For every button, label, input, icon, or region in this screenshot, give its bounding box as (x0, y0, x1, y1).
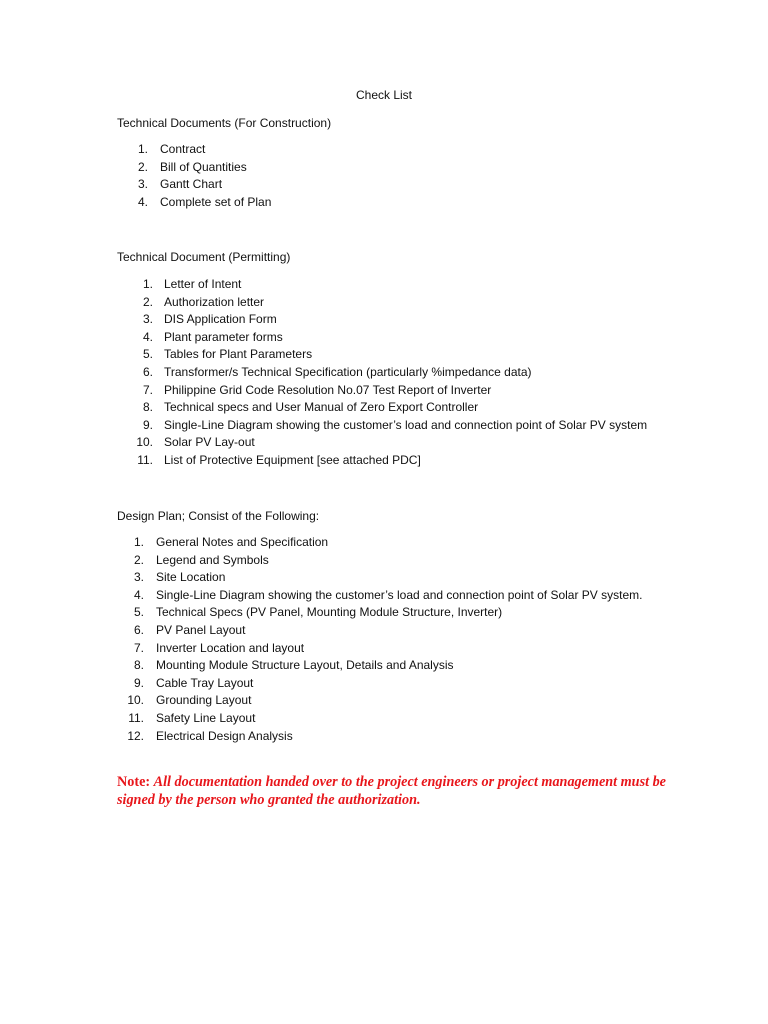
list-item-text: Tables for Plant Parameters (164, 347, 313, 362)
list-item (117, 657, 454, 675)
list-item (117, 552, 269, 570)
list-item-number: 8. (133, 658, 144, 673)
list-item-text: Inverter Location and layout (156, 640, 305, 655)
list-item (117, 159, 247, 177)
permitting-documents-list (117, 276, 648, 470)
list-item-text: Letter of Intent (164, 277, 242, 291)
list-item-number: 1. (137, 142, 148, 156)
list-item-number: 5. (133, 605, 144, 620)
list-item-number: 12. (127, 728, 144, 743)
list-item-text: Philippine Grid Code Resolution No.07 Test Report of Inverter (164, 382, 492, 397)
list-item (117, 346, 313, 364)
list-item-number: 1. (133, 535, 144, 549)
list-item (117, 604, 503, 622)
list-item (117, 141, 206, 159)
list-item (117, 311, 277, 329)
list-item-text: List of Protective Equipment [see attached PDC] (164, 452, 421, 467)
list-item (117, 640, 305, 658)
list-item-number: 1. (142, 277, 153, 291)
page-title: Check List (355, 88, 413, 102)
list-item-number: 9. (133, 675, 144, 690)
list-item-number: 8. (142, 400, 153, 415)
list-item-number: 4. (133, 587, 144, 602)
list-item-text: Technical specs and User Manual of Zero Export Controller (164, 400, 479, 415)
list-item-text: Contract (160, 142, 206, 156)
list-item-text: Single-Line Diagram showing the customer’s load and connection point of Solar PV system (164, 417, 648, 432)
list-item (117, 329, 283, 347)
list-item-text: Authorization letter (164, 294, 265, 309)
list-item (117, 710, 256, 728)
list-item-text: Mounting Module Structure Layout, Details and Analysis (156, 658, 454, 673)
note-label: Note: (117, 774, 151, 790)
list-item-number: 2. (133, 552, 144, 567)
list-item-text: Cable Tray Layout (156, 675, 254, 690)
list-item-number: 11. (137, 452, 153, 467)
list-item-number: 5. (142, 347, 153, 362)
list-item-number: 7. (133, 640, 144, 655)
list-item (117, 382, 492, 400)
list-item-text: Technical Specs (PV Panel, Mounting Module Structure, Inverter) (156, 605, 503, 620)
list-item-text: General Notes and Specification (156, 535, 329, 549)
list-item-text: DIS Application Form (164, 312, 277, 327)
list-item-text: Safety Line Layout (156, 710, 256, 725)
list-item (117, 622, 246, 640)
list-item-number: 9. (142, 417, 153, 432)
list-item (117, 692, 252, 710)
list-item-text: Complete set of Plan (160, 194, 272, 209)
construction-documents-list (117, 141, 272, 211)
list-item-number: 3. (142, 312, 153, 327)
list-item (117, 417, 648, 435)
design-plan-list (117, 534, 643, 745)
list-item-text: Electrical Design Analysis (156, 728, 293, 743)
list-item-text: Gantt Chart (160, 177, 223, 192)
list-item-number: 2. (137, 159, 148, 174)
list-item (117, 587, 643, 605)
list-item (117, 675, 254, 693)
list-item-number: 3. (133, 570, 144, 585)
list-item (117, 176, 223, 194)
list-item-number: 10. (127, 693, 144, 708)
list-item-text: Site Location (156, 570, 226, 585)
list-item (117, 194, 272, 212)
list-item (117, 434, 255, 452)
list-item-text: Single-Line Diagram showing the customer’s load and connection point of Solar PV system. (156, 587, 643, 602)
section-heading-design-plan: Design Plan; Consist of the Following: (117, 509, 320, 523)
list-item-number: 6. (133, 622, 144, 637)
list-item (117, 728, 293, 746)
list-item-text: Grounding Layout (156, 693, 252, 708)
list-item-number: 10. (136, 435, 153, 450)
list-item (117, 569, 226, 587)
list-item (117, 399, 479, 417)
list-item-number: 3. (137, 177, 148, 192)
list-item-number: 4. (137, 194, 148, 209)
list-item-number: 4. (142, 329, 153, 344)
section-heading-construction: Technical Documents (For Construction) (117, 116, 332, 130)
note-text: All documentation handed over to the project engineers or project management must be signed by the person who granted the authorization. (117, 774, 666, 808)
list-item-number: 7. (142, 382, 153, 397)
list-item (117, 452, 421, 470)
list-item (117, 534, 329, 552)
list-item (117, 364, 532, 382)
list-item-text: Plant parameter forms (164, 329, 283, 344)
list-item-text: Solar PV Lay-out (164, 435, 255, 450)
authorization-note (117, 773, 677, 809)
section-heading-permitting: Technical Document (Permitting) (117, 250, 291, 264)
list-item (117, 276, 242, 294)
list-item-text: Transformer/s Technical Specification (particularly %impedance data) (164, 364, 532, 379)
list-item-text: Bill of Quantities (160, 159, 247, 174)
list-item-text: Legend and Symbols (156, 552, 269, 567)
list-item-number: 11. (128, 710, 144, 725)
list-item-text: PV Panel Layout (156, 622, 246, 637)
list-item-number: 2. (142, 294, 153, 309)
list-item-number: 6. (142, 364, 153, 379)
list-item (117, 294, 265, 312)
